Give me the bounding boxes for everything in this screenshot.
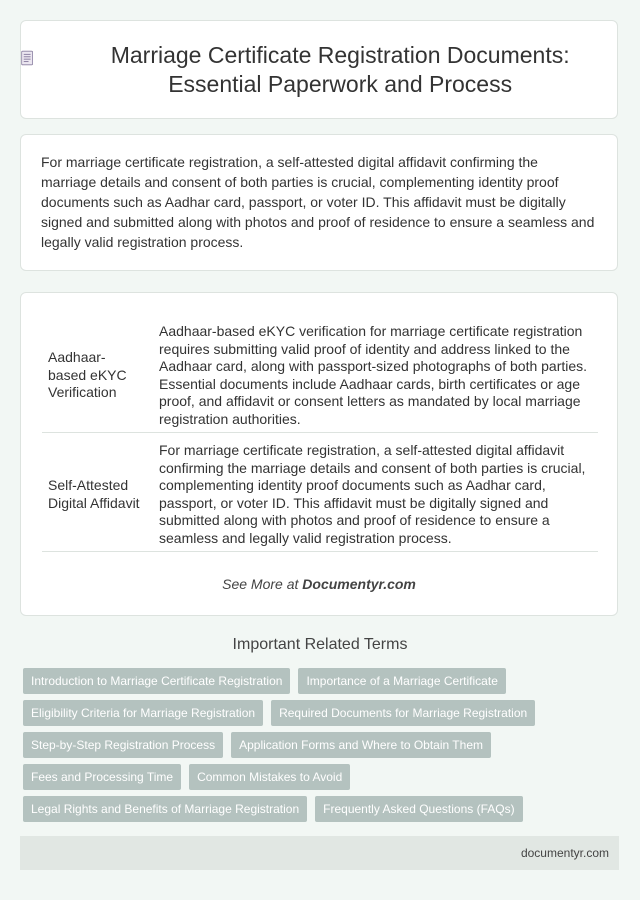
related-tag[interactable]: Application Forms and Where to Obtain Them bbox=[231, 732, 491, 758]
related-tag[interactable]: Introduction to Marriage Certificate Registration bbox=[23, 668, 290, 694]
related-terms-heading: Important Related Terms bbox=[232, 636, 408, 653]
related-tag[interactable]: Step-by-Step Registration Process bbox=[23, 732, 223, 758]
related-tag[interactable]: Legal Rights and Benefits of Marriage Registration bbox=[23, 796, 307, 822]
related-tag[interactable]: Importance of a Marriage Certificate bbox=[298, 668, 505, 694]
related-tag[interactable]: Required Documents for Marriage Registration bbox=[271, 700, 535, 726]
description-cell: For marriage certificate registration, a self-attested digital affidavit confirming the marriage details and consent of both parties is crucial, complementing identity proof documents such as Aadhar card, passport, or voter ID. This affidavit must be digitally signed and submitted along with photos and proof of residence to ensure a seamless and legally valid registration process. bbox=[153, 433, 598, 552]
info-table bbox=[42, 314, 598, 552]
summary-text: For marriage certificate registration, a self-attested digital affidavit confirming the marriage details and consent of both parties is crucial, complementing identity proof documents such as Aadhar card, passport, or voter ID. This affidavit must be digitally signed and submitted along with photos and proof of residence to ensure a seamless and legally valid registration process. bbox=[41, 154, 595, 250]
see-more-prefix: See More at bbox=[222, 576, 303, 592]
table-card bbox=[20, 292, 618, 616]
page-title: Marriage Certificate Registration Documents: Essential Paperwork and Process bbox=[110, 41, 570, 97]
related-tag[interactable]: Fees and Processing Time bbox=[23, 764, 181, 790]
footer-bar bbox=[20, 836, 619, 870]
table-row bbox=[42, 314, 598, 433]
see-more-site: Documentyr.com bbox=[302, 576, 416, 592]
table-row bbox=[42, 433, 598, 552]
related-tags bbox=[23, 668, 623, 828]
related-tag[interactable]: Common Mistakes to Avoid bbox=[189, 764, 350, 790]
see-more-link[interactable] bbox=[21, 576, 617, 592]
term-cell: Aadhaar-based eKYC Verification bbox=[42, 314, 153, 433]
related-tag[interactable]: Eligibility Criteria for Marriage Registration bbox=[23, 700, 263, 726]
title-card bbox=[20, 20, 618, 119]
related-tag[interactable]: Frequently Asked Questions (FAQs) bbox=[315, 796, 522, 822]
footer-site[interactable]: documentyr.com bbox=[520, 846, 609, 860]
summary-card bbox=[20, 134, 618, 271]
term-cell: Self-Attested Digital Affidavit bbox=[42, 433, 153, 552]
description-cell: Aadhaar-based eKYC verification for marriage certificate registration requires submitting valid proof of identity and address linked to the Aadhaar card, along with passport-sized photographs of both parties. Essential documents include Aadhaar cards, birth certificates or age proof, and affidavit or consent letters as mandated by local marriage registration authorities. bbox=[153, 314, 598, 433]
document-icon bbox=[21, 47, 33, 69]
